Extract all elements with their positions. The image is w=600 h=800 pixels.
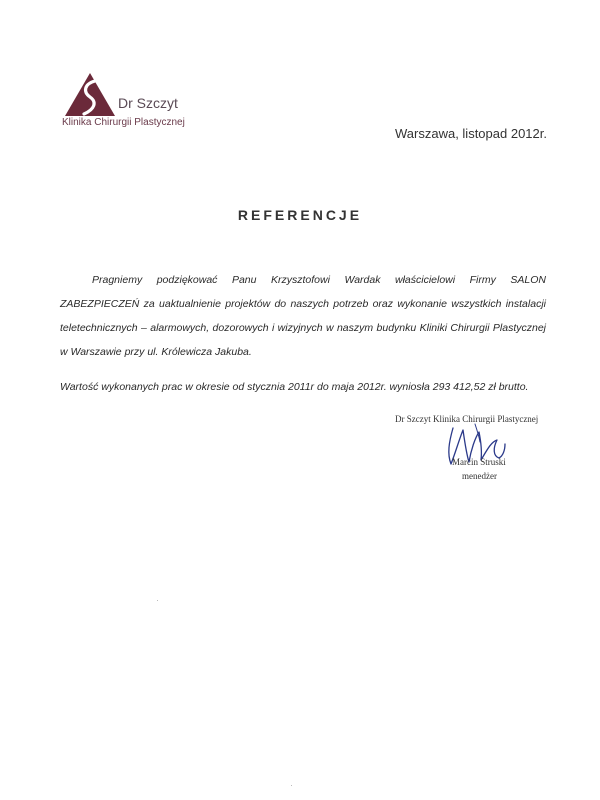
scan-speck: [157, 600, 158, 601]
signatory-role: menedżer: [462, 471, 497, 481]
body-paragraph-2: Wartość wykonanych prac w okresie od stycznia 2011r do maja 2012r. wyniosła 293 412,52 zł brutto.: [60, 381, 529, 393]
clinic-logo-mark: [64, 72, 116, 118]
clinic-logo: [62, 72, 202, 132]
signature-organization: Dr Szczyt Klinika Chirurgii Plastycznej: [395, 414, 539, 424]
date-line: Warszawa, listopad 2012r.: [395, 126, 547, 141]
logo-subtitle: Klinika Chirurgii Plastycznej: [62, 117, 185, 128]
scan-speck: [291, 785, 292, 786]
document-title: REFERENCJE: [237, 207, 363, 223]
signatory-name: Marcin Struski: [452, 457, 506, 467]
signature-block: [395, 414, 565, 494]
logo-name: Dr Szczyt: [118, 95, 178, 111]
letter-body: [60, 268, 546, 399]
body-paragraph-1: Pragniemy podziękować Panu Krzysztofowi Wardak właścicielowi Firmy SALON ZABEZPIECZEŃ za uaktualnienie projektów do naszych potrzeb oraz wykonanie wszystkich instalacji teletechnicznych – alarmowych, dozorowych i wizyjnych w naszym budynku Kliniki Chirurgii Plastycznej w Warszawie przy ul. Królewicza Jakuba.: [60, 274, 546, 358]
